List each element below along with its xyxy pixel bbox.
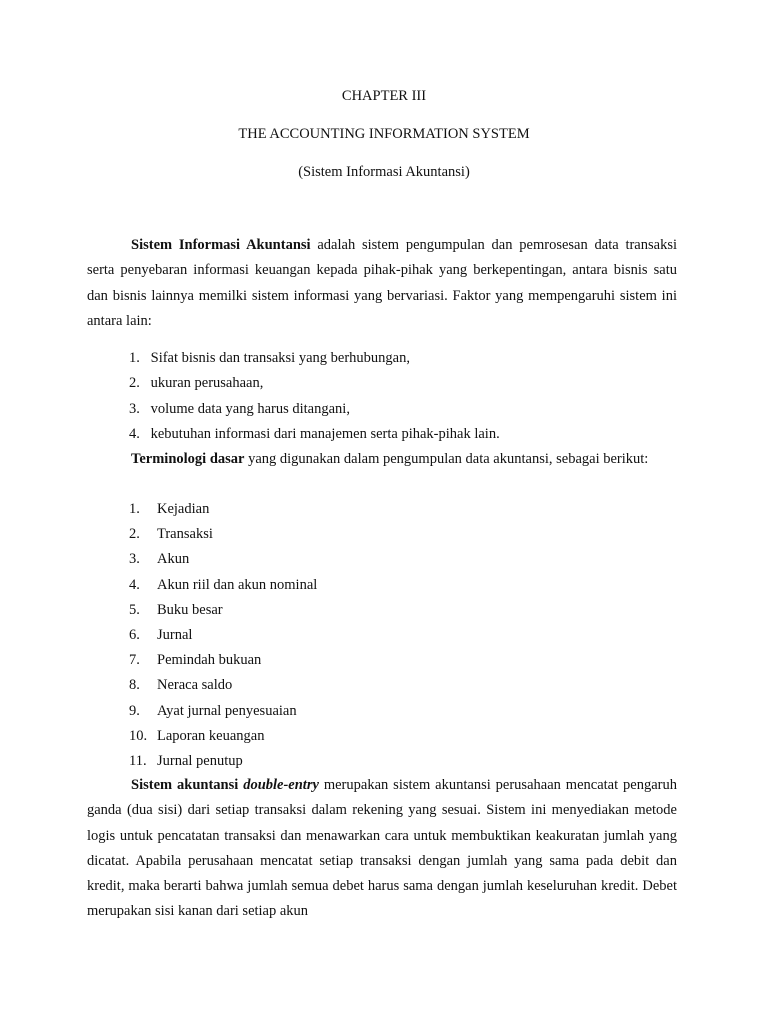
list-item: 4. kebutuhan informasi dari manajemen serta pihak-pihak lain. — [129, 425, 500, 442]
paragraph-terminology — [87, 447, 677, 472]
paragraph-definition — [87, 233, 677, 334]
paragraph-text: yang digunakan dalam pengumpulan data akuntansi, sebagai berikut: — [244, 451, 649, 467]
paragraph-text: merupakan sistem akuntansi perusahaan mencatat pengaruh ganda (dua sisi) dari setiap transaksi dalam rekening yang sesuai. Sistem ini menyediakan metode logis untuk pencatatan transaksi dan menawarkan cara untuk membuktikan keakuratan jumlah yang dicatat. Apabila perusahaan mencatat setiap transaksi dengan jumlah yang sama pada debit dan kredit, maka berarti bahwa jumlah semua debet harus sama dengan jumlah keseluruhan kredit. Debet merupakan sisi kanan dari setiap akun — [87, 777, 678, 920]
terms-list — [129, 497, 317, 774]
list-item: 7. Pemindah bukuan — [129, 652, 262, 669]
term-bold: Terminologi dasar — [131, 451, 245, 467]
chapter-subtitle: (Sistem Informasi Akuntansi) — [298, 164, 470, 180]
list-item: 4. Akun riil dan akun nominal — [129, 576, 318, 593]
list-item: 6. Jurnal — [129, 626, 193, 643]
list-item: 11. Jurnal penutup — [129, 752, 243, 769]
list-item: 10. Laporan keuangan — [129, 727, 265, 744]
term-bold-italic: double-entry — [243, 777, 319, 793]
list-item: 2. ukuran perusahaan, — [129, 375, 264, 392]
term-bold: Sistem akuntansi — [131, 777, 239, 793]
list-item: 9. Ayat jurnal penyesuaian — [129, 702, 297, 719]
chapter-title: THE ACCOUNTING INFORMATION SYSTEM — [238, 126, 530, 142]
list-item: 8. Neraca saldo — [129, 677, 233, 694]
paragraph-text: adalah sistem pengumpulan dan pemrosesan data transaksi serta penyebaran informasi keuangan kepada pihak-pihak yang berkepentingan, antara bisnis satu dan bisnis lainnya memilki sistem informasi yang bervariasi. Faktor yang mempengaruhi sistem ini antara lain: — [87, 237, 677, 329]
chapter-heading: CHAPTER III — [341, 88, 427, 104]
list-item: 1. Sifat bisnis dan transaksi yang berhubungan, — [129, 350, 410, 366]
list-item: 3. Akun — [129, 551, 190, 568]
list-item: 1. Kejadian — [129, 501, 210, 517]
list-item: 2. Transaksi — [129, 526, 213, 543]
list-item: 5. Buku besar — [129, 601, 223, 618]
term-bold: Sistem Informasi Akuntansi — [131, 237, 311, 253]
list-item: 3. volume data yang harus ditangani, — [129, 400, 350, 417]
paragraph-double-entry — [87, 773, 677, 925]
factors-list — [129, 346, 500, 447]
